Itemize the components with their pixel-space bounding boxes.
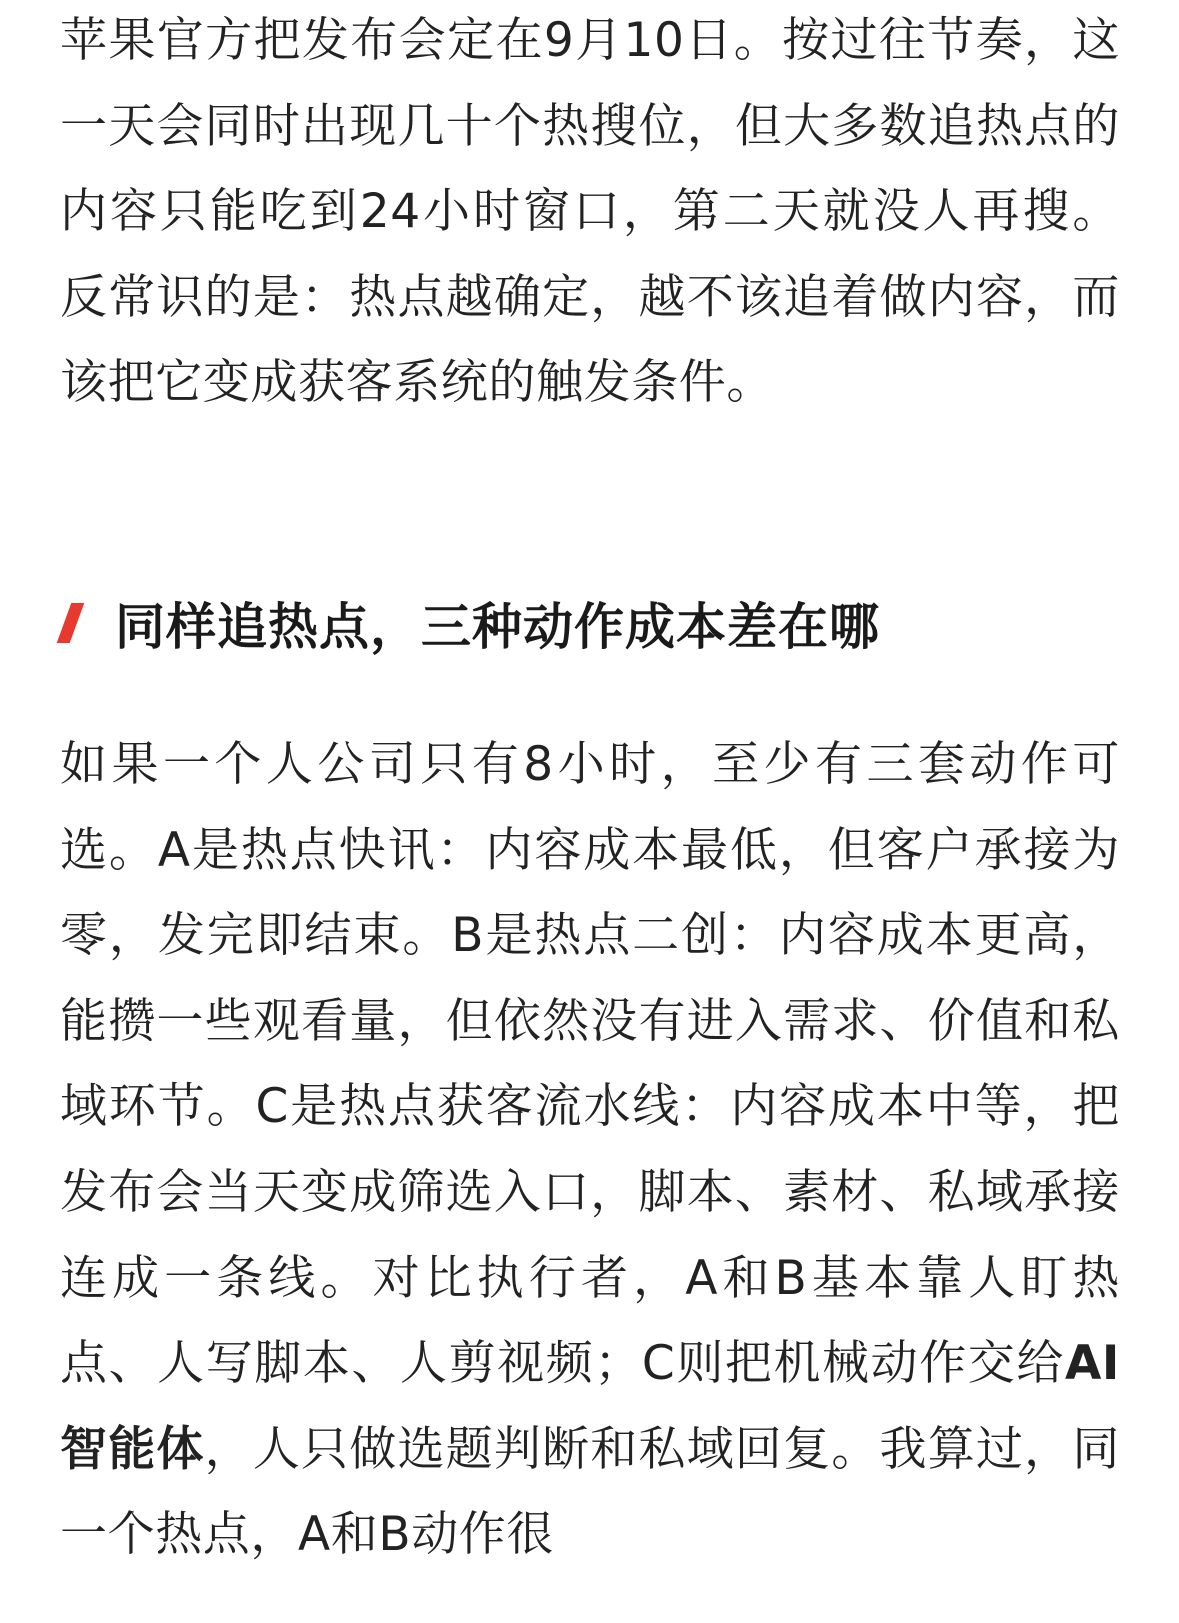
section-heading — [58, 578, 880, 668]
bold-term: AI 智能体 — [60, 1336, 1120, 1477]
paragraph-text: ，人只做选题判断和私域回复。我算过，同一个热点，A和B动作很 — [60, 1421, 1120, 1563]
section-heading-title: 同样追热点，三种动作成本差在哪 — [115, 598, 880, 656]
paragraph-comparison — [60, 722, 1120, 1578]
heading-accent-mark — [57, 603, 85, 643]
paragraph-intro: 苹果官方把发布会定在9月10日。按过往节奏，这一天会同时出现几十个热搜位，但大多数追热点的内容只能吃到24小时窗口，第二天就没人再搜。反常识的是：热点越确定，越不该追着做内容，而该把它变成获客系统的触发条件。 — [60, 13, 1120, 411]
paragraph-text: 如果一个人公司只有8小时，至少有三套动作可选。A是热点快讯：内容成本最低，但客户承接为零，发完即结束。B是热点二创：内容成本更高，能攒一些观看量，但依然没有进入需求、价值和私域环节。C是热点获客流水线：内容成本中等，把发布会当天变成筛选入口，脚本、素材、私域承接连成一条线。对比执行者，A和B基本靠人盯热点、人写脚本、人剪视频；C则把机械动作交给 — [60, 737, 1120, 1392]
